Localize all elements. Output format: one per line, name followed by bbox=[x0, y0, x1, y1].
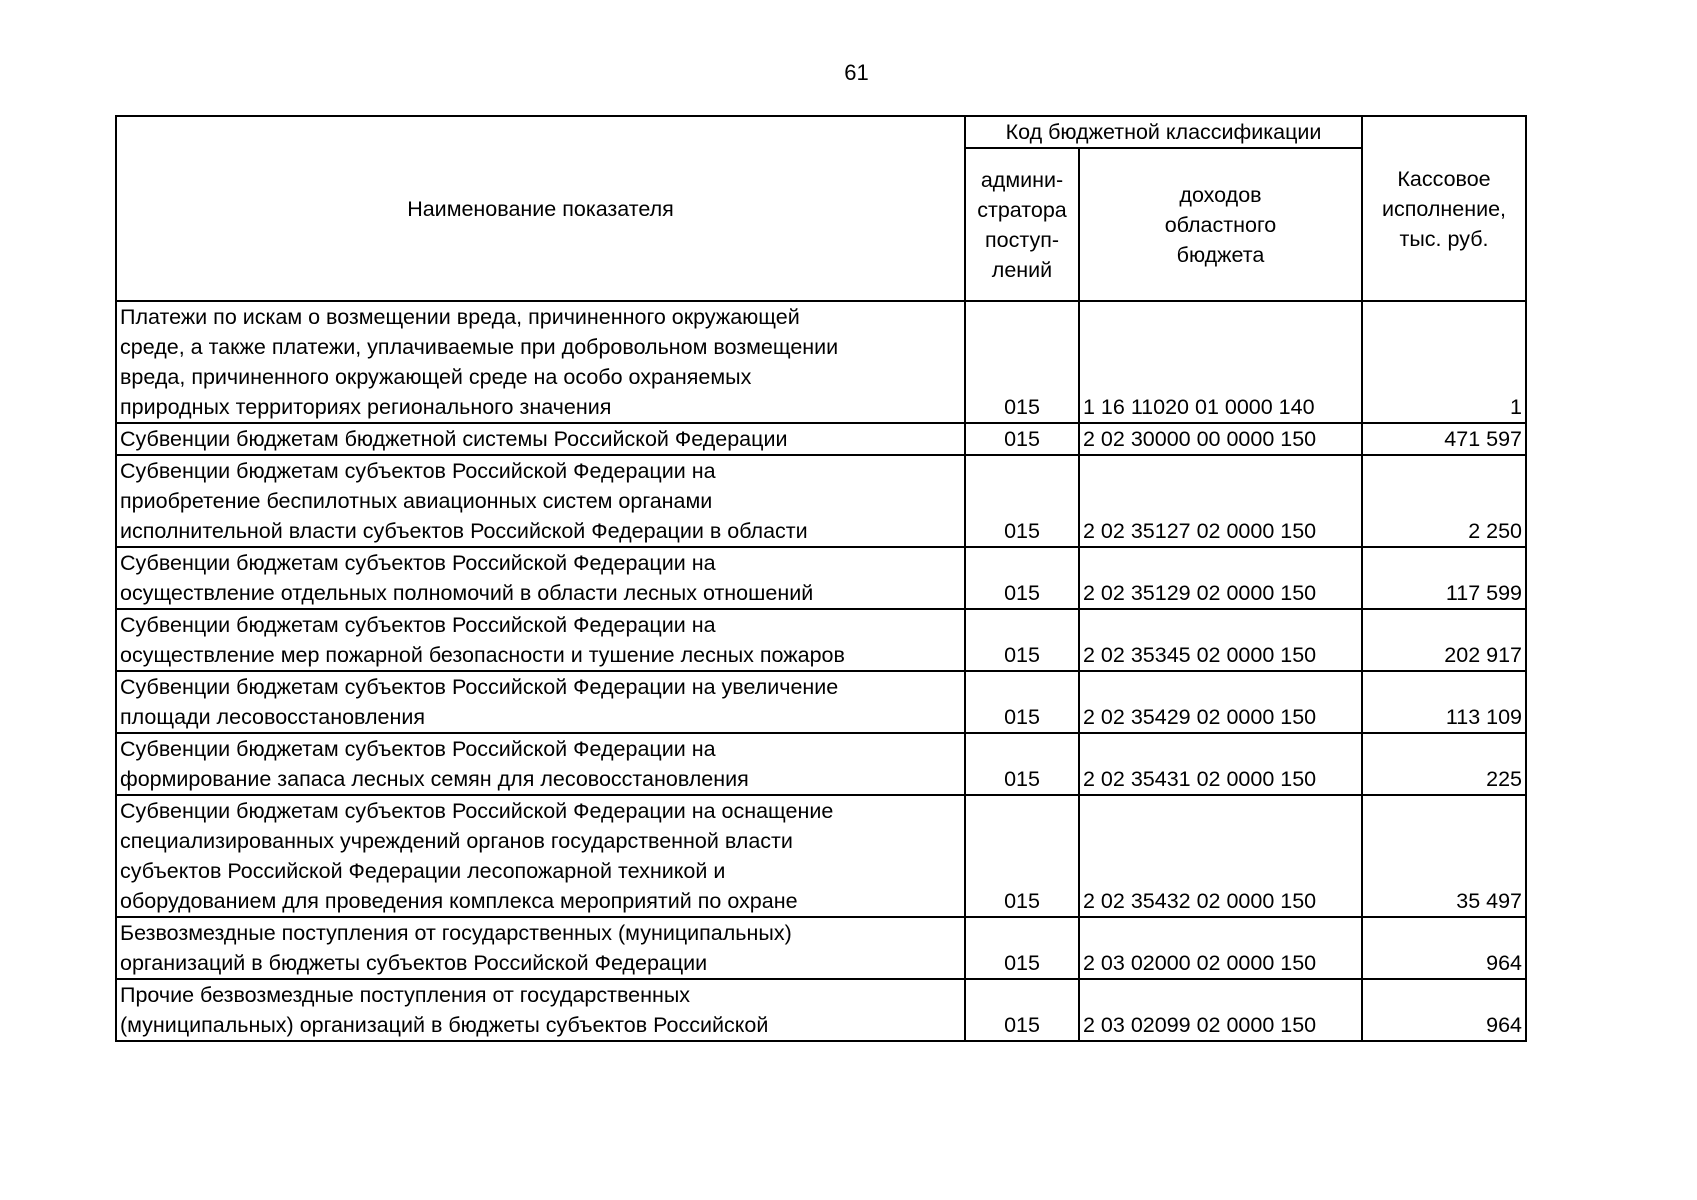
table-row bbox=[116, 733, 1526, 795]
indicator-name-line: площади лесовосстановления bbox=[120, 705, 425, 729]
execution-amount: 35 497 bbox=[1362, 795, 1526, 917]
admin-code: 015 bbox=[965, 609, 1079, 671]
indicator-name bbox=[116, 917, 965, 979]
execution-amount: 202 917 bbox=[1362, 609, 1526, 671]
header-execution bbox=[1362, 116, 1526, 301]
admin-code: 015 bbox=[965, 917, 1079, 979]
admin-code: 015 bbox=[965, 733, 1079, 795]
indicator-name-line: Прочие безвозмездные поступления от государственных bbox=[120, 983, 691, 1007]
budget-table bbox=[115, 115, 1527, 1042]
budget-code: 2 02 30000 00 0000 150 bbox=[1079, 423, 1362, 455]
budget-code: 2 03 02099 02 0000 150 bbox=[1079, 979, 1362, 1041]
budget-code: 2 02 35429 02 0000 150 bbox=[1079, 671, 1362, 733]
admin-code: 015 bbox=[965, 547, 1079, 609]
admin-code: 015 bbox=[965, 979, 1079, 1041]
execution-amount: 964 bbox=[1362, 917, 1526, 979]
indicator-name-line: оборудованием для проведения комплекса мероприятий по охране bbox=[120, 889, 798, 913]
header-line: Кассовое bbox=[1397, 166, 1491, 191]
page-number: 61 bbox=[844, 60, 869, 85]
header-line: стратора bbox=[977, 197, 1067, 222]
execution-amount: 117 599 bbox=[1362, 547, 1526, 609]
indicator-name-line: природных территориях регионального значения bbox=[120, 395, 612, 419]
admin-code: 015 bbox=[965, 795, 1079, 917]
indicator-name-line: Субвенции бюджетам бюджетной системы Российской Федерации bbox=[120, 427, 788, 451]
admin-code: 015 bbox=[965, 301, 1079, 423]
indicator-name-line: осуществление мер пожарной безопасности и тушение лесных пожаров bbox=[120, 643, 845, 667]
execution-amount: 113 109 bbox=[1362, 671, 1526, 733]
indicator-name-line: приобретение беспилотных авиационных систем органами bbox=[120, 489, 713, 513]
indicator-name bbox=[116, 423, 965, 455]
table-row bbox=[116, 609, 1526, 671]
table-row bbox=[116, 423, 1526, 455]
table-row bbox=[116, 795, 1526, 917]
indicator-name-line: Субвенции бюджетам субъектов Российской Федерации на увеличение bbox=[120, 675, 839, 699]
execution-amount: 964 bbox=[1362, 979, 1526, 1041]
indicator-name-line: Субвенции бюджетам субъектов Российской Федерации на bbox=[120, 459, 716, 483]
indicator-name bbox=[116, 671, 965, 733]
table-header bbox=[116, 116, 1526, 301]
indicator-name-line: субъектов Российской Федерации лесопожарной техникой и bbox=[120, 859, 726, 883]
header-line: админи- bbox=[980, 167, 1064, 192]
budget-code: 2 02 35345 02 0000 150 bbox=[1079, 609, 1362, 671]
execution-amount: 225 bbox=[1362, 733, 1526, 795]
indicator-name bbox=[116, 733, 965, 795]
header-line: исполнение, bbox=[1381, 196, 1507, 221]
table-row bbox=[116, 455, 1526, 547]
execution-amount: 471 597 bbox=[1362, 423, 1526, 455]
indicator-name-line: Безвозмездные поступления от государственных (муниципальных) bbox=[120, 921, 792, 945]
indicator-name bbox=[116, 795, 965, 917]
table-row bbox=[116, 301, 1526, 423]
indicator-name bbox=[116, 609, 965, 671]
header-classification: Код бюджетной классификации bbox=[965, 116, 1362, 148]
indicator-name bbox=[116, 979, 965, 1041]
table-row bbox=[116, 979, 1526, 1041]
indicator-name-line: осуществление отдельных полномочий в области лесных отношений bbox=[120, 581, 814, 605]
header-name: Наименование показателя bbox=[116, 116, 965, 301]
indicator-name-line: Субвенции бюджетам субъектов Российской Федерации на bbox=[120, 613, 716, 637]
indicator-name-line: Субвенции бюджетам субъектов Российской Федерации на оснащение bbox=[120, 799, 834, 823]
indicator-name-line: специализированных учреждений органов государственной власти bbox=[120, 829, 793, 853]
header-line: тыс. руб. bbox=[1399, 226, 1489, 251]
indicator-name-line: формирование запаса лесных семян для лесовосстановления bbox=[120, 767, 749, 791]
header-admin bbox=[965, 148, 1079, 301]
budget-code: 2 02 35127 02 0000 150 bbox=[1079, 455, 1362, 547]
indicator-name-line: Субвенции бюджетам субъектов Российской Федерации на bbox=[120, 737, 716, 761]
budget-code: 2 03 02000 02 0000 150 bbox=[1079, 917, 1362, 979]
budget-code: 2 02 35432 02 0000 150 bbox=[1079, 795, 1362, 917]
indicator-name-line: Платежи по искам о возмещении вреда, причиненного окружающей bbox=[120, 305, 800, 329]
admin-code: 015 bbox=[965, 455, 1079, 547]
indicator-name bbox=[116, 455, 965, 547]
table-row bbox=[116, 917, 1526, 979]
indicator-name bbox=[116, 301, 965, 423]
header-line: областного bbox=[1164, 212, 1277, 237]
indicator-name-line: Субвенции бюджетам субъектов Российской Федерации на bbox=[120, 551, 716, 575]
budget-code: 1 16 11020 01 0000 140 bbox=[1079, 301, 1362, 423]
execution-amount: 1 bbox=[1362, 301, 1526, 423]
table-row bbox=[116, 547, 1526, 609]
indicator-name-line: вреда, причиненного окружающей среде на особо охраняемых bbox=[120, 365, 752, 389]
indicator-name-line: исполнительной власти субъектов Российской Федерации в области bbox=[120, 519, 808, 543]
header-line: лений bbox=[991, 257, 1053, 282]
header-line: бюджета bbox=[1176, 242, 1265, 267]
budget-code: 2 02 35431 02 0000 150 bbox=[1079, 733, 1362, 795]
indicator-name bbox=[116, 547, 965, 609]
budget-code: 2 02 35129 02 0000 150 bbox=[1079, 547, 1362, 609]
table-body bbox=[116, 301, 1526, 1041]
header-line: доходов bbox=[1179, 182, 1262, 207]
indicator-name-line: среде, а также платежи, уплачиваемые при добровольном возмещении bbox=[120, 335, 839, 359]
indicator-name-line: (муниципальных) организаций в бюджеты субъектов Российской bbox=[120, 1013, 769, 1037]
header-line: поступ- bbox=[985, 227, 1059, 252]
execution-amount: 2 250 bbox=[1362, 455, 1526, 547]
table-row bbox=[116, 671, 1526, 733]
header-income bbox=[1079, 148, 1362, 301]
admin-code: 015 bbox=[965, 671, 1079, 733]
admin-code: 015 bbox=[965, 423, 1079, 455]
indicator-name-line: организаций в бюджеты субъектов Российской Федерации bbox=[120, 951, 708, 975]
